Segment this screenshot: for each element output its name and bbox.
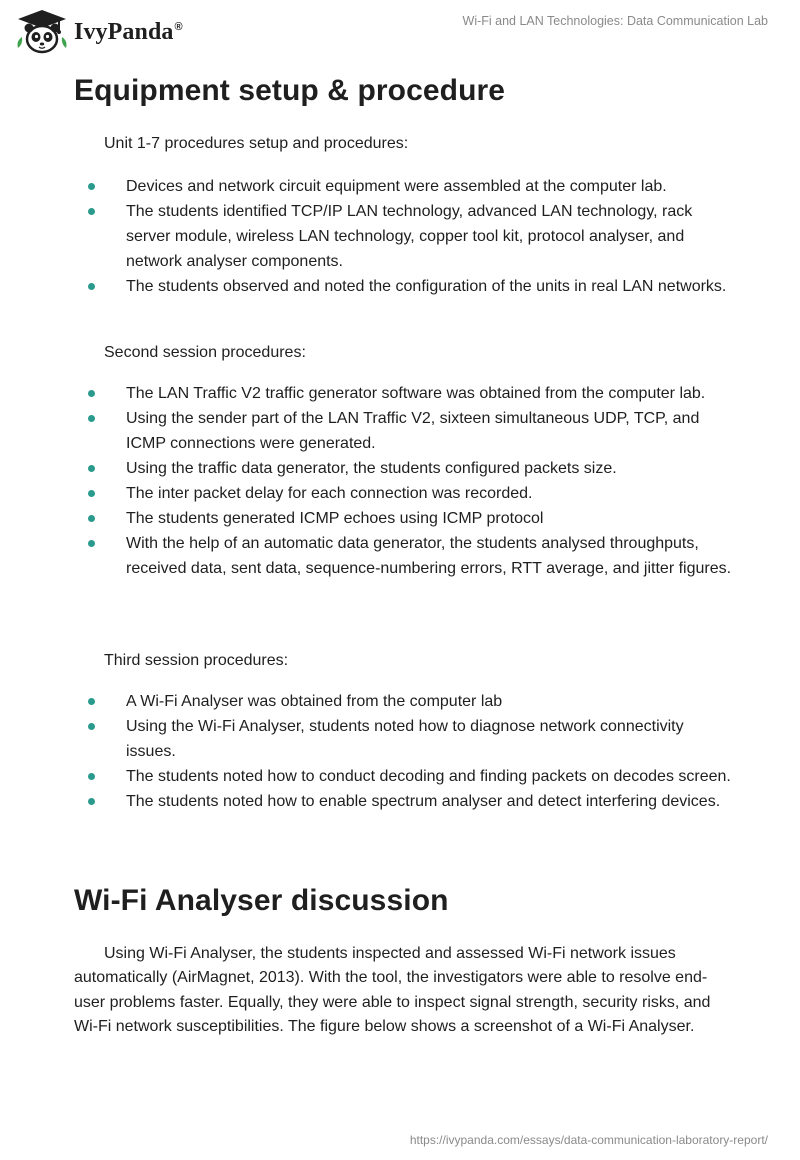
section-heading-wrap xyxy=(74,880,734,922)
list-item: Using the Wi-Fi Analyser, students noted how to diagnose network connectivity issues. xyxy=(74,714,734,764)
bullet-icon xyxy=(88,390,95,397)
second-session-list-wrap xyxy=(74,381,734,581)
section-heading-equipment: Equipment setup & procedure xyxy=(74,74,506,107)
bullet-icon xyxy=(88,698,95,705)
section-heading-wifi-analyser: Wi-Fi Analyser discussion xyxy=(74,884,449,917)
document-title: Wi-Fi and LAN Technologies: Data Communication Lab xyxy=(462,14,768,28)
bullet-icon xyxy=(88,540,95,547)
source-url[interactable]: https://ivypanda.com/essays/data-communication-laboratory-report/ xyxy=(409,1133,768,1147)
bullet-icon xyxy=(88,465,95,472)
list-item: The LAN Traffic V2 traffic generator software was obtained from the computer lab. xyxy=(74,381,734,406)
brand-name: IvyPanda® xyxy=(74,18,183,45)
second-session-list xyxy=(74,381,734,581)
bullet-icon xyxy=(88,773,95,780)
list-item: The students noted how to enable spectrum analyser and detect interfering devices. xyxy=(74,789,734,814)
list-item: The students observed and noted the configuration of the units in real LAN networks. xyxy=(74,274,734,299)
list-item: Using the sender part of the LAN Traffic V2, sixteen simultaneous UDP, TCP, and ICMP connections were generated. xyxy=(74,406,734,456)
unit-procedures-list xyxy=(74,174,734,299)
page-header xyxy=(0,0,800,70)
second-session-intro: Second session procedures: xyxy=(104,344,306,361)
unit-procedures-intro: Unit 1-7 procedures setup and procedures: xyxy=(104,135,409,152)
bullet-icon xyxy=(88,798,95,805)
wifi-analyser-paragraph: Using Wi-Fi Analyser, the students inspected and assessed Wi-Fi network issues automatically (AirMagnet, 2013). With the tool, the investigators were able to resolve end-user problems faster. Equally, they were able to inspect signal strength, security risks, and Wi-Fi network susceptibilities. The figure below shows a screenshot of a Wi-Fi Analyser. xyxy=(74,945,711,1036)
list-item: Using the traffic data generator, the students configured packets size. xyxy=(74,456,734,481)
list-item: With the help of an automatic data generator, the students analysed throughputs, received data, sent data, sequence-numbering errors, RTT average, and jitter figures. xyxy=(74,531,734,581)
panda-graduate-icon xyxy=(14,8,70,56)
unit-procedures-block xyxy=(74,131,734,156)
bullet-icon xyxy=(88,208,95,215)
bullet-icon xyxy=(88,515,95,522)
bullet-icon xyxy=(88,183,95,190)
unit-procedures-list-wrap xyxy=(74,174,734,299)
bullet-icon xyxy=(88,490,95,497)
registered-mark: ® xyxy=(174,20,183,33)
third-session-list-wrap xyxy=(74,689,734,814)
list-item: The students identified TCP/IP LAN technology, advanced LAN technology, rack server module, wireless LAN technology, copper tool kit, protocol analyser, and network analyser components. xyxy=(74,199,734,274)
wifi-analyser-paragraph-wrap xyxy=(74,942,734,1040)
bullet-icon xyxy=(88,415,95,422)
second-session-block xyxy=(74,340,734,365)
list-item: Devices and network circuit equipment were assembled at the computer lab. xyxy=(74,174,734,199)
list-item: The inter packet delay for each connection was recorded. xyxy=(74,481,734,506)
list-item: The students noted how to conduct decoding and finding packets on decodes screen. xyxy=(74,764,734,789)
ivypanda-logo[interactable] xyxy=(14,8,183,56)
list-item: A Wi-Fi Analyser was obtained from the computer lab xyxy=(74,689,734,714)
third-session-list xyxy=(74,689,734,814)
bullet-icon xyxy=(88,723,95,730)
list-item: The students generated ICMP echoes using ICMP protocol xyxy=(74,506,734,531)
third-session-block xyxy=(74,648,734,673)
bullet-icon xyxy=(88,283,95,290)
third-session-intro: Third session procedures: xyxy=(104,652,289,669)
